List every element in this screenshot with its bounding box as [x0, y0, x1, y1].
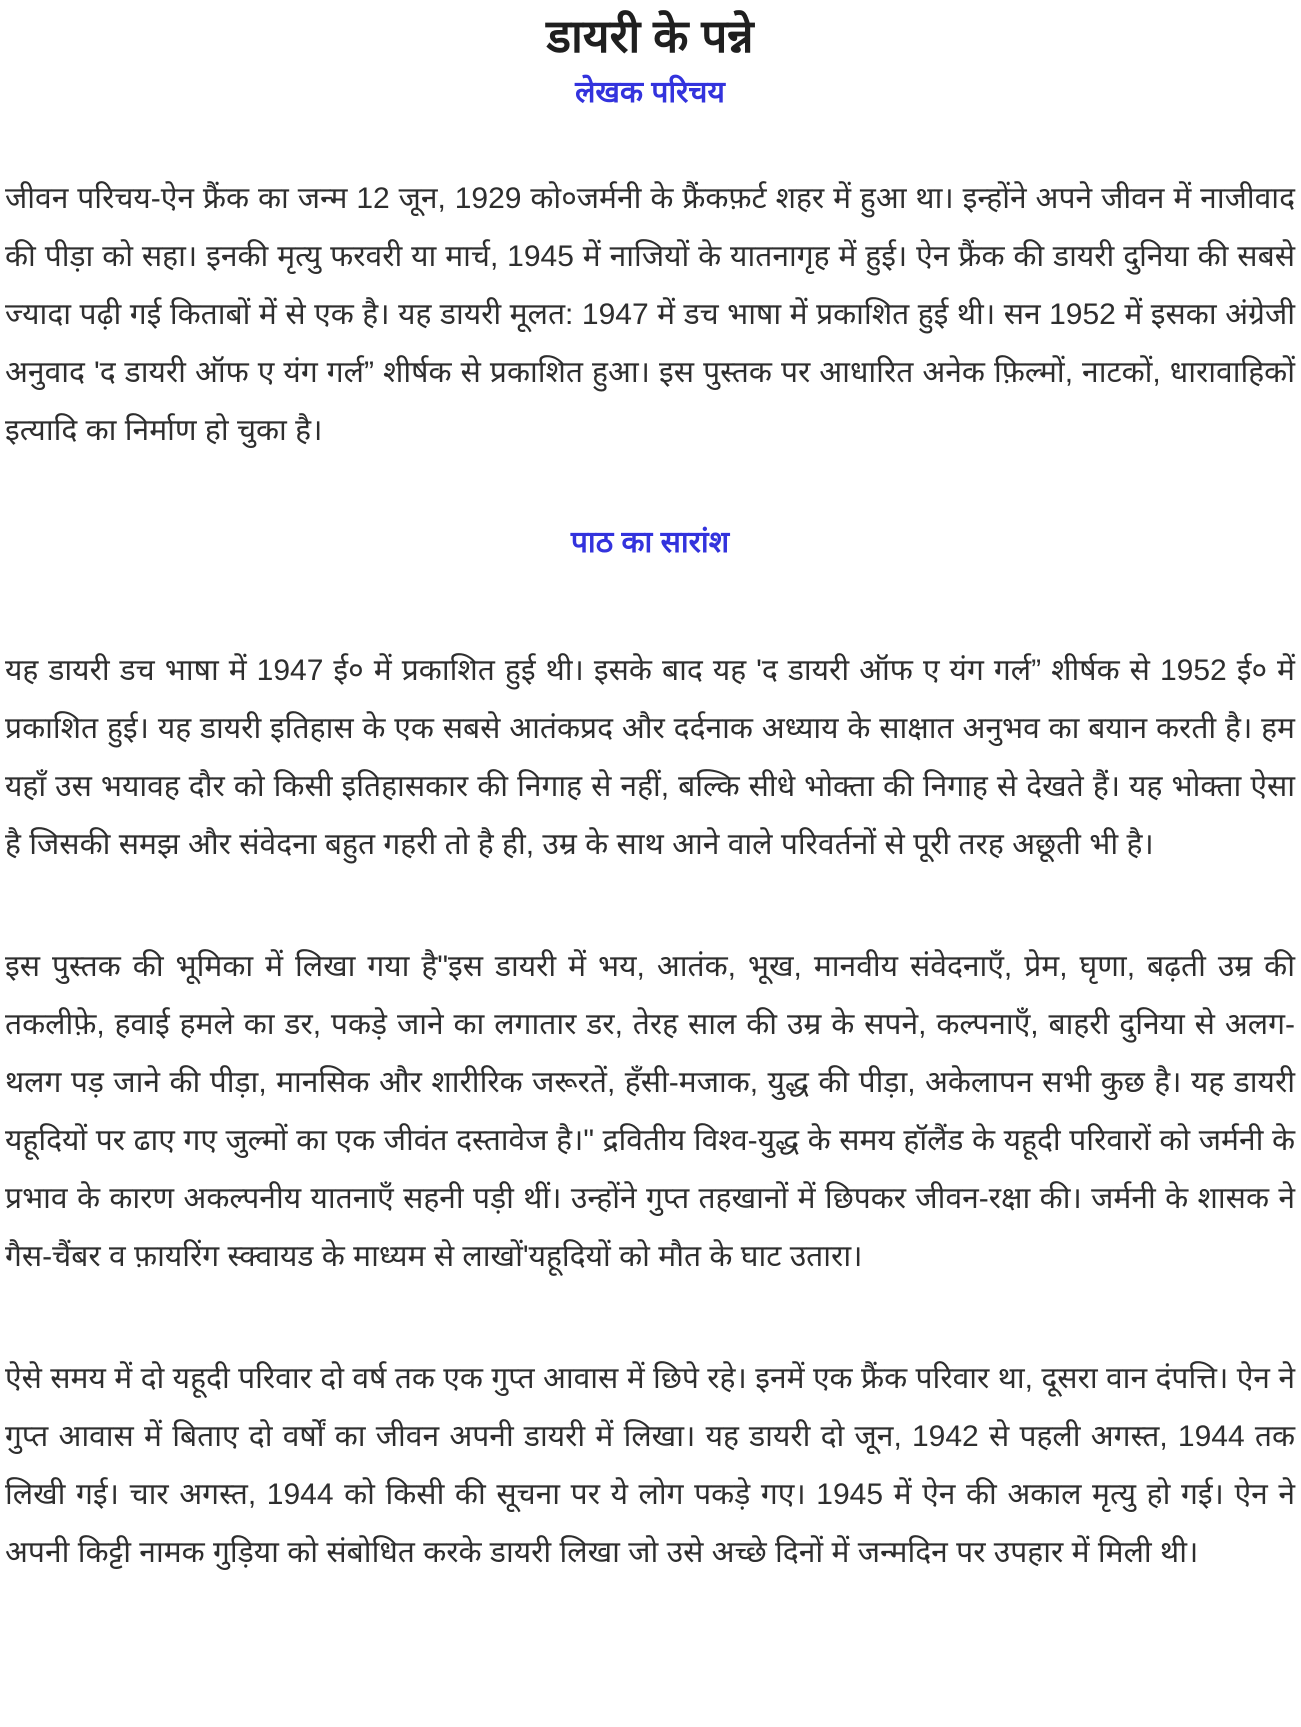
section-heading-author-intro: लेखक परिचय	[575, 76, 725, 109]
section-heading-summary: पाठ का सारांश	[570, 526, 730, 559]
paragraph-summary-1: यह डायरी डच भाषा में 1947 ई० में प्रकाशित हुई थी। इसके बाद यह 'द डायरी ऑफ ए यंग गर्ल” शीर्षक से 1952 ई० में प्रकाशित हुई। यह डायरी इतिहास के एक सबसे आतंकप्रद और दर्दनाक अध्याय के साक्षात अनुभव का बयान करती है। हम यहाँ उस भयावह दौर को किसी इतिहासकार की निगाह से नहीं, बल्कि सीधे भोक्ता की निगाह से देखते हैं। यह भोक्ता ऐसा है जिसकी समझ और संवेदना बहुत गहरी तो है ही, उम्र के साथ आने वाले परिवर्तनों से पूरी तरह अछूती भी है।	[5, 654, 1295, 861]
paragraph-author-intro: जीवन परिचय-ऐन फ्रैंक का जन्म 12 जून, 1929 को०जर्मनी के फ्रैंकफ़र्ट शहर में हुआ था। इन्होंने अपने जीवन में नाजीवाद की पीड़ा को सहा। इनकी मृत्यु फरवरी या मार्च, 1945 में नाजियों के यातनागृह में हुई। ऐन फ्रैंक की डायरी दुनिया की सबसे ज्यादा पढ़ी गई किताबों में से एक है। यह डायरी मूलत: 1947 में डच भाषा में प्रकाशित हुई थी। सन 1952 में इसका अंग्रेजी अनुवाद 'द डायरी ऑफ ए यंग गर्ल” शीर्षक से प्रकाशित हुआ। इस पुस्तक पर आधारित अनेक फ़िल्मों, नाटकों, धारावाहिकों इत्यादि का निर्माण हो चुका है।	[5, 182, 1295, 447]
paragraph-summary-2: इस पुस्तक की भूमिका में लिखा गया है"इस डायरी में भय, आतंक, भूख, मानवीय संवेदनाएँ, प्रेम, घृणा, बढ़ती उम्र की तकलीफ़े, हवाई हमले का डर, पकड़े जाने का लगातार डर, तेरह साल की उम्र के सपने, कल्पनाएँ, बाहरी दुनिया से अलग-थलग पड़ जाने की पीड़ा, मानसिक और शारीरिक जरूरतें, हँसी-मजाक, युद्ध की पीड़ा, अकेलापन सभी कुछ है। यह डायरी यहूदियों पर ढाए गए जुल्मों का एक जीवंत दस्तावेज है।" द्रवितीय विश्व-युद्ध के समय हॉलैंड के यहूदी परिवारों को जर्मनी के प्रभाव के कारण अकल्पनीय यातनाएँ सहनी पड़ी थीं। उन्होंने गुप्त तहखानों में छिपकर जीवन-रक्षा की। जर्मनी के शासक ने गैस-चैंबर व फ़ायरिंग स्क्वायड के माध्यम से लाखों'यहूदियों को मौत के घाट उतारा।	[5, 950, 1295, 1273]
paragraph-summary-3: ऐसे समय में दो यहूदी परिवार दो वर्ष तक एक गुप्त आवास में छिपे रहे। इनमें एक फ्रैंक परिवार था, दूसरा वान दंपत्ति। ऐन ने गुप्त आवास में बिताए दो वर्षों का जीवन अपनी डायरी में लिखा। यह डायरी दो जून, 1942 से पहली अगस्त, 1944 तक लिखी गई। चार अगस्त, 1944 को किसी की सूचना पर ये लोग पकड़े गए। 1945 में ऐन की अकाल मृत्यु हो गई। ऐन ने अपनी किट्टी नामक गुड़िया को संबोधित करके डायरी लिखा जो उसे अच्छे दिनों में जन्मदिन पर उपहार में मिली थी।	[5, 1362, 1295, 1569]
page-title: डायरी के पन्ने	[546, 10, 754, 62]
